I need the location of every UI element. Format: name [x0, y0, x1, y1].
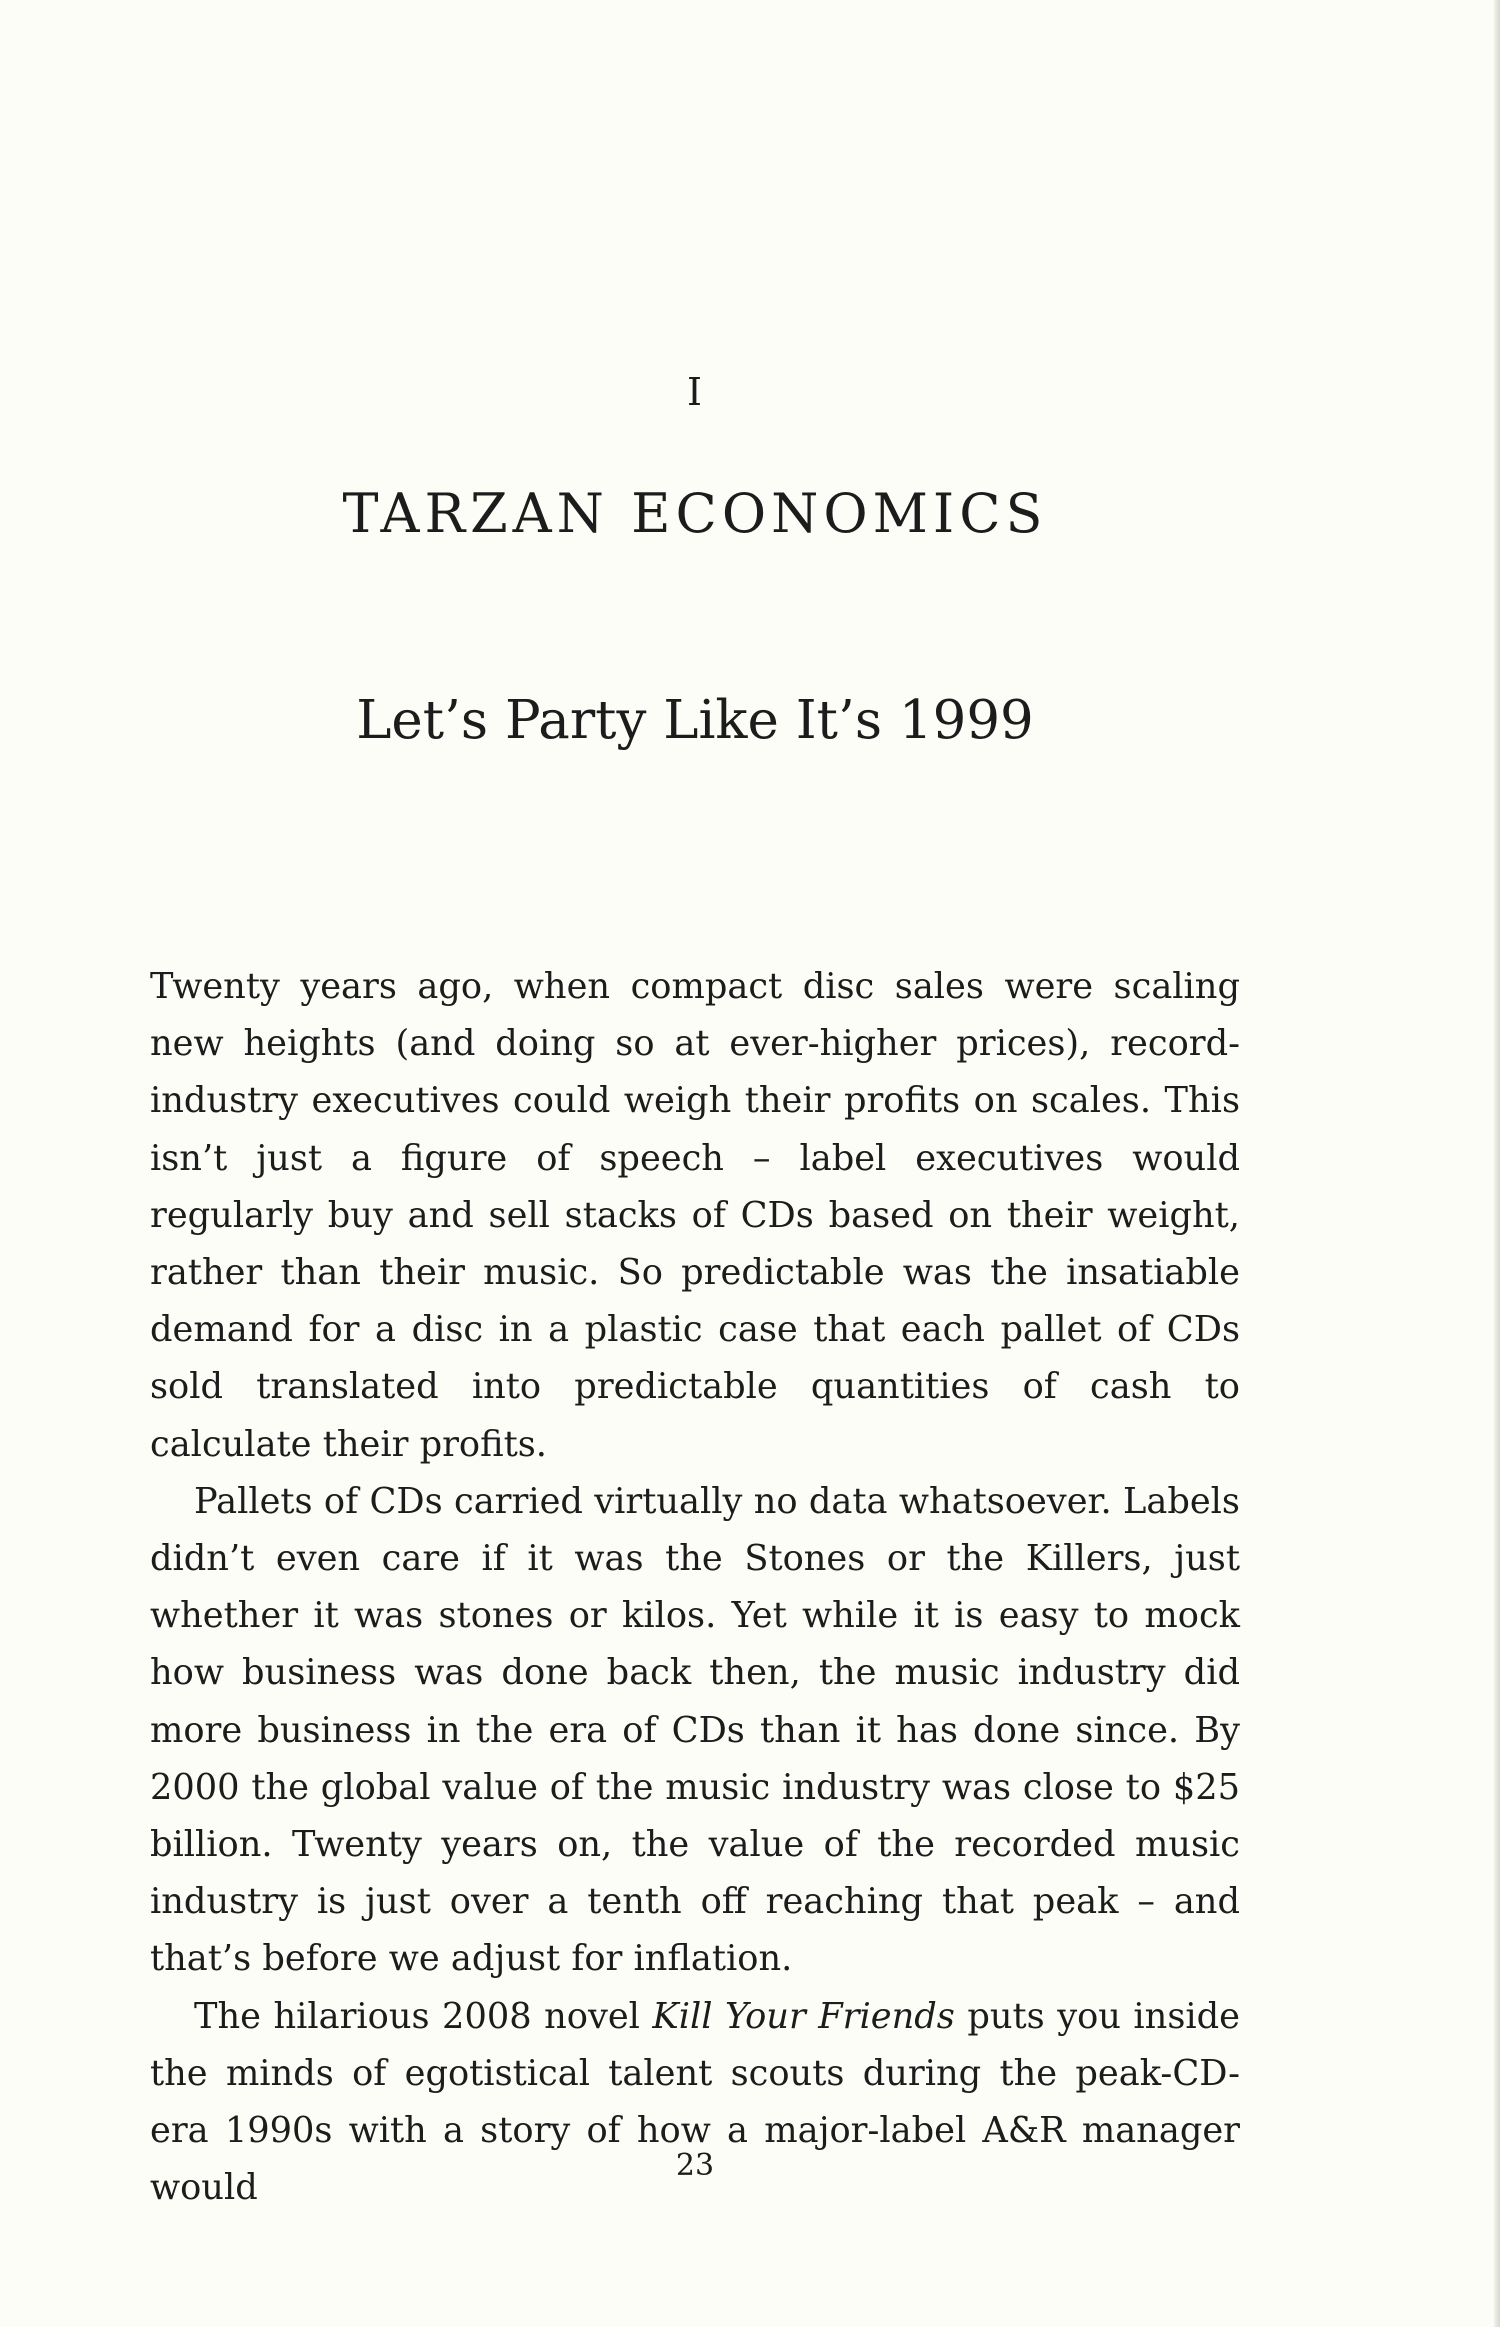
paragraph-1: Twenty years ago, when compact disc sales were scaling new heights (and doing so at ever-higher prices), record-industry executives could weigh their profits on scales. This isn’t just a figure of speech – label executives would regularly buy and sell stacks of CDs based on their weight, rather than their music. So predictable was the insatiable demand for a disc in a plastic case that each pallet of CDs sold translated into predictable quantities of cash to calculate their profits.	[150, 966, 1240, 1465]
paragraph-2: Pallets of CDs carried virtually no data whatsoever. Labels didn’t even care if it was the Stones or the Killers, just whether it was stones or kilos. Yet while it is easy to mock how business was done back then, the music industry did more business in the era of CDs than it has done since. By 2000 the global value of the music industry was close to $25 billion. Twenty years on, the value of the recorded music industry is just over a tenth off reaching that peak – and that’s before we adjust for inflation.	[150, 1480, 1240, 1980]
section-title: Let’s Party Like It’s 1999	[356, 690, 1034, 751]
page-edge	[1494, 0, 1500, 2327]
paragraph-3-before: The hilarious 2008 novel	[194, 1995, 653, 2037]
book-title-italic: Kill Your Friends	[652, 1995, 955, 2037]
chapter-title: TARZAN ECONOMICS	[342, 482, 1048, 545]
chapter-number: I	[686, 370, 703, 414]
page-number: 23	[675, 2148, 715, 2183]
body-text	[150, 958, 1240, 2216]
paragraph-3-after: puts you inside the minds of egotistical talent scouts during the peak-CD-era 1990s with a story of how a major-label A&R manager would	[150, 1995, 1240, 2209]
